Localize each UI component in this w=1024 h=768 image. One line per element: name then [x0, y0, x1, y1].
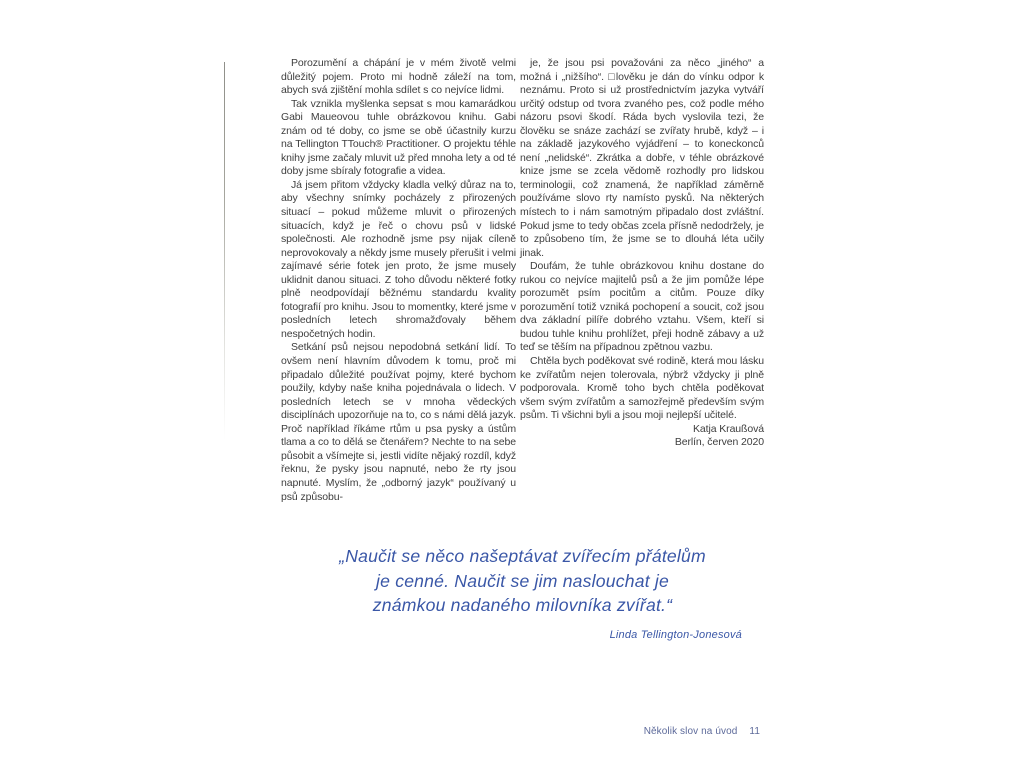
paragraph: Já jsem přitom vždycky kladla velký důraz na to, aby všechny snímky pocházely z přirozených situací – pokud můžeme mluvit o přirozených situacích, když je řeč o chovu psů v lidské společnosti. Ale rozhodně jsme psy nijak cíleně neprovokovaly a někdy jsme musely přerušit i velmi zajímavé série fotek jen proto, že jsme musely uklidnit danou situaci. Z toho důvodu některé fotky plně neodpovídají běžnému standardu kvality fotografií pro knihu. Jsou to momentky, které jsme v posledních letech shromažďovaly během nespočetných hodin. — [281, 178, 516, 340]
paragraph: je, že jsou psi považováni za něco „jiného“ a možná i „nižšího“. □lověku je dán do vínku odpor k neznámu. Proto si už prostřednictvím jazyka vytváří určitý odstup od tvora zvaného pes, což podle mého názoru psovi škodí. Ráda bych vyslovila tezi, že člověku se snáze zachází se zvířaty hrubě, když – i na základě jazykového vyjádření – to koneckonců není „nelidské“. Zkrátka a dobře, v téhle obrázkové knize jsme se zcela vědomě rozhodly pro lidskou terminologii, což znamená, že například záměrně používáme slovo rty namísto pysků. Na některých místech to i nám samotným připadalo dost zvláštní. Pokud jsme to tedy občas zcela přísně nedodržely, je to způsobeno tím, že jsme se to dlouhá léta učily jinak. — [520, 57, 764, 259]
page-fold-line — [224, 62, 225, 440]
quote-line: známkou nadaného milovníka zvířat.“ — [372, 595, 673, 615]
paragraph: Setkání psů nejsou nepodobná setkání lidí. To ovšem není hlavním důvodem k tomu, proč mi připadalo důležité používat pojmy, které bychom použily, kdyby naše kniha pojednávala o lidech. V posledních letech se v mnoha vědeckých disciplínách upozorňuje na to, co s námi dělá jazyk. Proč například říkáme rtům u psa pysky a ústům tlama a co to dělá se čtenářem? Nechte to na sebe působit a všímejte si, jestli vidíte nějaký rozdíl, když řeknu, že pysky jsou napnuté, nebo že rty jsou napnuté. Myslím, že „odborný jazyk“ používaný u psů způsobu- — [281, 341, 516, 503]
paragraph: Doufám, že tuhle obrázkovou knihu dostane do rukou co nejvíce majitelů psů a že jim pomůže lépe porozumět psím pocitům a citům. Pouze díky porozumění totiž vzniká pochopení a soucit, což jsou dva základní pilíře dobrého vztahu. Všem, kteří si budou tuhle knihu prohlížet, přeji hodně zábavy a už teď se těším na případnou zpětnou vazbu. — [520, 260, 764, 354]
paragraph: Chtěla bych poděkovat své rodině, která mou lásku ke zvířatům nejen tolerovala, nýbrž vždycky ji plně podporovala. Kromě toho bych chtěla poděkovat všem svým zvířatům a samozřejmě především svým psům. Ti všichni byli a jsou moji nejlepší učitelé. — [520, 355, 764, 422]
paragraph: Tak vznikla myšlenka sepsat s mou kamarádkou Gabi Maueovou tuhle obrázkovou knihu. Gabi znám od té doby, co jsme se obě účastnily kurzu na Tellington TTouch® Practitioner. O projektu téhle knihy jsme začaly mluvit už před mnoha lety a od té doby jsme sbíraly fotografie a videa. — [281, 97, 516, 178]
quote-line: „Naučit se něco našeptávat zvířecím přátelům — [339, 546, 706, 566]
text-column-left — [281, 57, 516, 504]
paragraph: Porozumění a chápání je v mém životě velmi důležitý pojem. Proto mi hodně záleží na tom, abych svá zjištění mohla sdílet s co nejvíce lidmi. — [281, 57, 516, 97]
quote-attribution: Linda Tellington-Jonesová — [609, 628, 742, 641]
page-footer — [281, 726, 760, 737]
author-name: Katja Kraußová — [693, 422, 764, 435]
author-signature — [520, 423, 764, 450]
quote-block — [281, 544, 764, 642]
footer-section-title: Několik slov na úvod — [643, 726, 738, 737]
signature-place-date: Berlín, červen 2020 — [674, 436, 764, 449]
footer-page-number: 11 — [749, 726, 760, 737]
text-column-right — [520, 57, 764, 450]
quote-line: je cenné. Naučit se jim naslouchat je — [376, 570, 669, 591]
